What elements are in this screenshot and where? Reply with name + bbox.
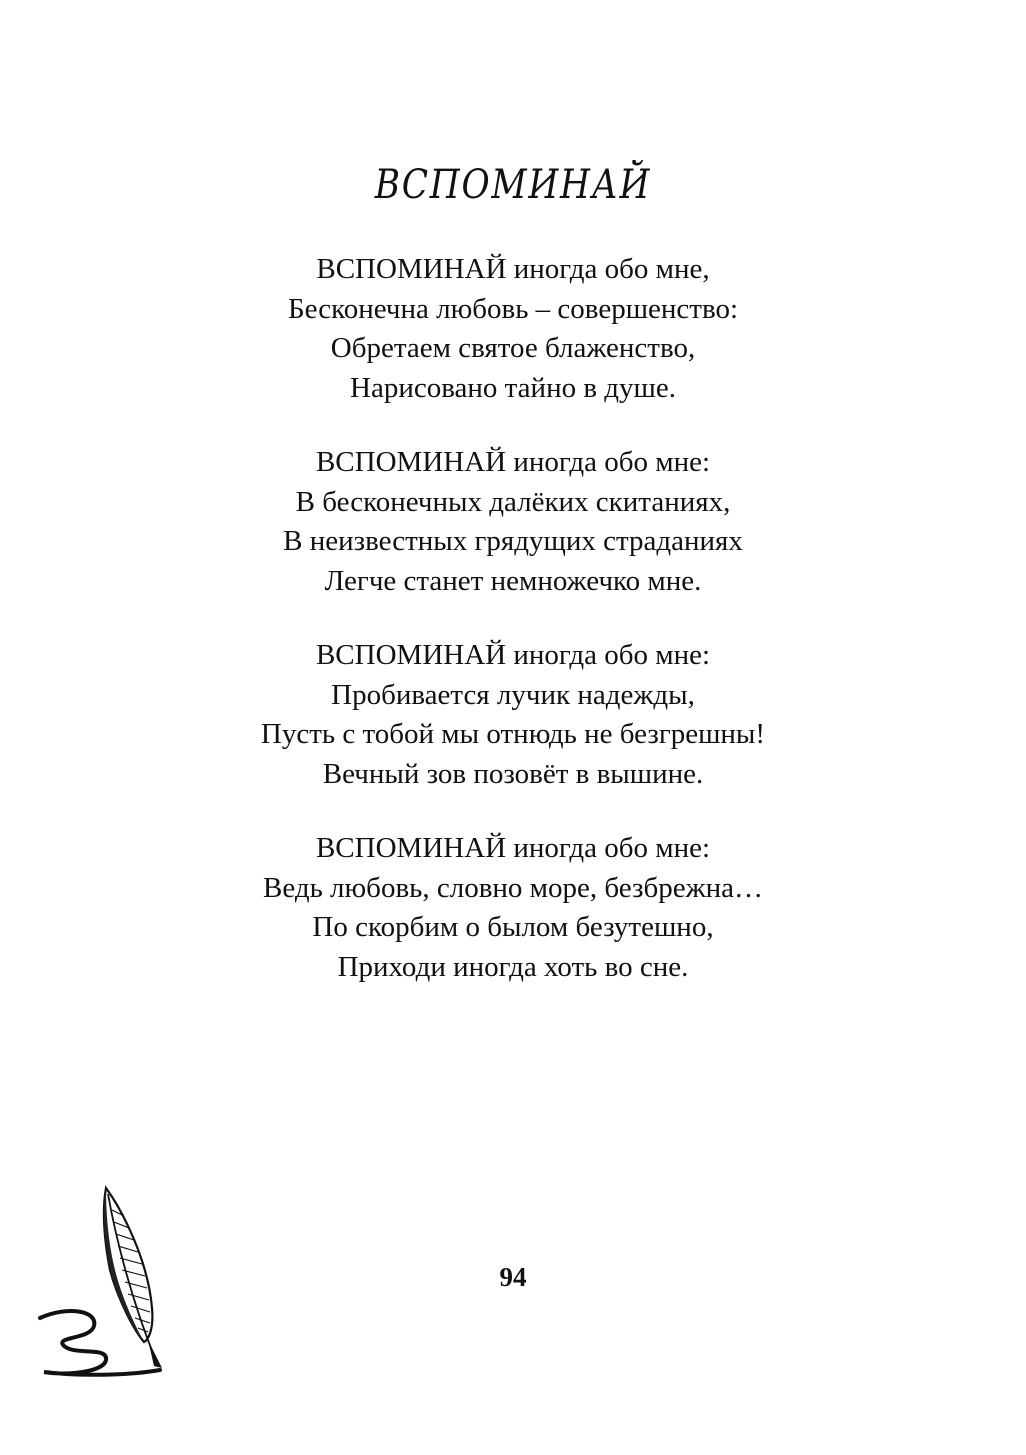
poem-line: Пусть с тобой мы отнюдь не безгрешны! — [260, 718, 766, 750]
stanza-1 — [0, 250, 1026, 408]
page-number: 94 — [499, 1262, 527, 1292]
stanza-2 — [0, 443, 1026, 601]
poem-body — [0, 250, 1026, 1022]
poem-line: Приходи иногда хоть во сне. — [337, 950, 689, 983]
poem-line: Легче станет немножечко мне. — [324, 564, 702, 597]
poem-line: Нарисовано тайно в душе. — [350, 371, 676, 404]
poem-line: Пробивается лучик надежды, — [331, 678, 695, 711]
poem-line: По скорбим о былом безутешно, — [312, 911, 714, 943]
poem-line: Ведь любовь, словно море, безбрежна… — [262, 871, 763, 904]
poem-line: Бесконечна любовь – совершенство: — [287, 292, 739, 325]
poem-line: ВСПОМИНАЙ иногда обо мне: — [315, 446, 711, 478]
poem-line: ВСПОМИНАЙ иногда обо мне: — [315, 832, 711, 864]
poem-title: ВСПОМИНАЙ — [374, 162, 652, 208]
poem-line: В неизвестных грядущих страданиях — [283, 525, 743, 557]
poem-line: В бесконечных далёких скитаниях, — [295, 485, 731, 518]
poem-line: ВСПОМИНАЙ иногда обо мне: — [315, 639, 711, 671]
stanza-4 — [0, 829, 1026, 987]
stanza-3 — [0, 636, 1026, 794]
poem-line: ВСПОМИНАЙ иногда обо мне, — [316, 253, 710, 285]
poem-line: Вечный зов позовёт в вышине. — [322, 757, 704, 790]
poem-line: Обретаем святое блаженство, — [330, 332, 696, 364]
